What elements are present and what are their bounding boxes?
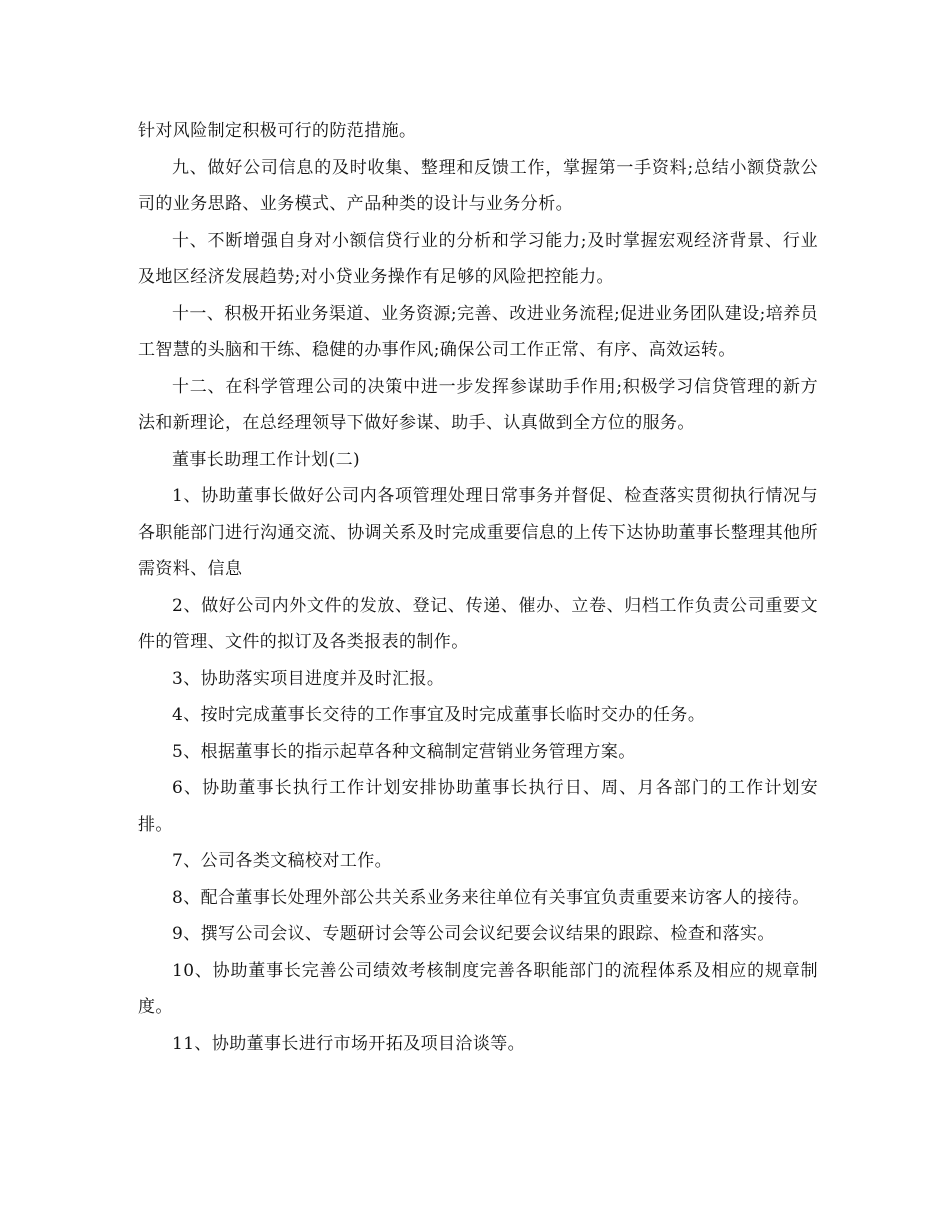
paragraph: 针对风险制定积极可行的防范措施。 [138,121,417,141]
paragraph: 9、撰写公司会议、专题研讨会等公司会议纪要会议结果的跟踪、检查和落实。 [172,924,775,944]
paragraph: 九、做好公司信息的及时收集、整理和反馈工作，掌握第一手资料;总结小额贷款公司的业务思路、业务模式、产品种类的设计与业务分析。 [138,157,818,214]
paragraph: 十、不断增强自身对小额信贷行业的分析和学习能力;及时掌握宏观经济背景、行业及地区经济发展趋势;对小贷业务操作有足够的风险把控能力。 [138,230,818,287]
paragraph: 4、按时完成董事长交待的工作事宜及时完成董事长临时交办的任务。 [172,705,706,725]
paragraph: 10、协助董事长完善公司绩效考核制度完善各职能部门的流程体系及相应的规章制度。 [138,960,818,1017]
paragraph: 6、协助董事长执行工作计划安排协助董事长执行日、周、月各部门的工作计划安排。 [138,778,818,835]
paragraph: 8、配合董事长处理外部公共关系业务来往单位有关事宜负责重要来访客人的接待。 [172,887,810,908]
section-heading: 董事长助理工作计划(二) [172,449,361,470]
paragraph: 1、协助董事长做好公司内各项管理处理日常事务并督促、检查落实贯彻执行情况与各职能部门进行沟通交流、协调关系及时完成重要信息的上传下达协助董事长整理其他所需资料、信息 [138,486,818,579]
paragraph: 7、公司各类文稿校对工作。 [172,851,393,871]
paragraph: 十一、积极开拓业务渠道、业务资源;完善、改进业务流程;促进业务团队建设;培养员工智慧的头脑和干练、稳健的办事作风;确保公司工作正常、有序、高效运转。 [138,303,818,360]
document-body [138,113,818,1062]
paragraph: 5、根据董事长的指示起草各种文稿制定营销业务管理方案。 [172,741,636,762]
paragraph: 11、协助董事长进行市场开拓及项目洽谈等。 [172,1033,526,1054]
paragraph: 2、做好公司内外文件的发放、登记、传递、催办、立卷、归档工作负责公司重要文件的管理、文件的拟订及各类报表的制作。 [138,595,818,652]
paragraph: 3、协助落实项目进度并及时汇报。 [172,668,445,689]
paragraph: 十二、在科学管理公司的决策中进一步发挥参谋助手作用;积极学习信贷管理的新方法和新理论，在总经理领导下做好参谋、助手、认真做到全方位的服务。 [138,376,818,433]
